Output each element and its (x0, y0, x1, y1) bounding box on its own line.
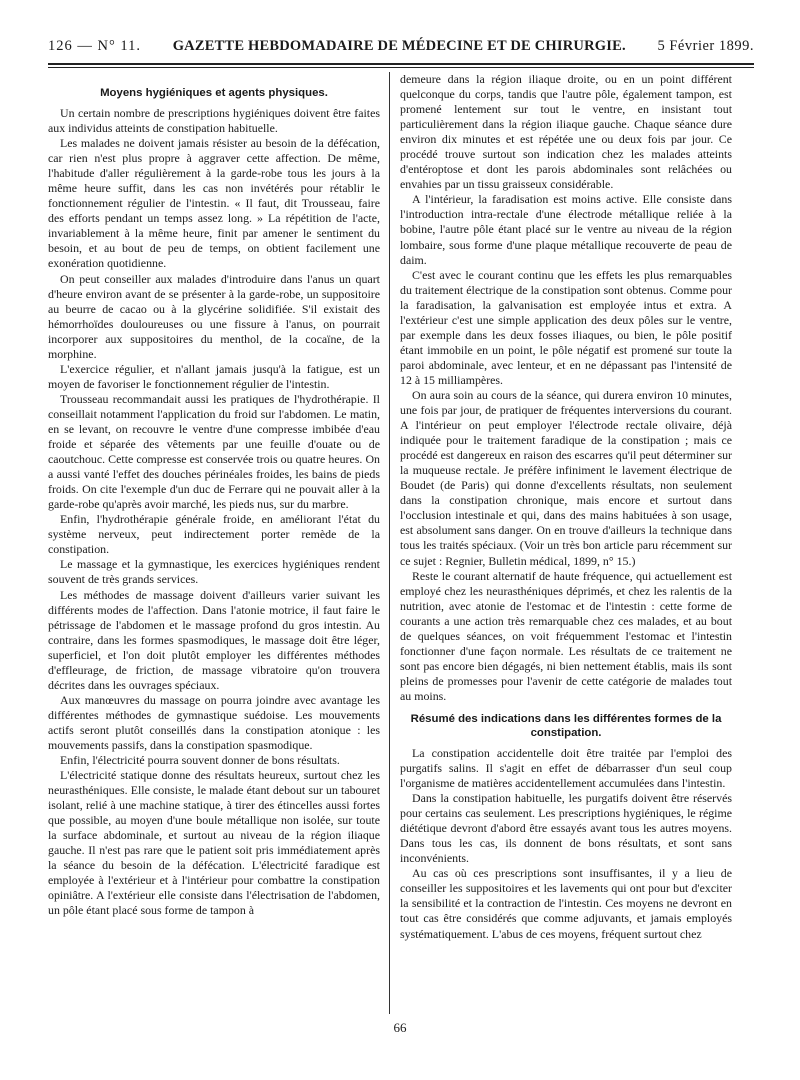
paragraph: Trousseau recommandait aussi les pratiques de l'hydrothérapie. Il conseillait notamment l'application du froid sur l'abdomen. Le matin, en se levant, on recouvre le ventre d'une compresse imbibée d'eau froide et séparée des vêtements par une feuille d'ouate ou de caoutchouc. Cette compresse est conservée trois ou quatre heures. On a aussi vanté l'effet des douches périnéales froides, les bains de pieds froids. On cite l'exemple d'un duc de Ferrare qui ne pouvait aller à la garde-robe qu'après avoir marché, les pieds nus, sur du marbre. (48, 391, 380, 512)
paragraph: demeure dans la région iliaque droite, ou en un point différent quelconque du corps, tandis que l'autre pôle, également tampon, est promené lentement sur tout le ventre, en insistant tout particulièrement dans la région iliaque gauche. Chaque séance dure environ dix minutes et est répétée une ou deux fois par jour. Ce procédé trouve surtout son indication chez les malades atteints d'entéroptose et dont les parois abdominales sont relâchées ou envahies par un tissu graisseux considérable. (400, 72, 732, 192)
paragraph: A l'intérieur, la faradisation est moins active. Elle consiste dans l'introduction intra-rectale d'une électrode métallique reliée à la bobine, l'autre pôle étant placé sur le ventre au niveau de la région lombaire, sous forme d'une plaque métallique recouverte de peau de daim. (400, 192, 732, 267)
journal-title: GAZETTE HEBDOMADAIRE DE MÉDECINE ET DE CHIRURGIE. (172, 38, 626, 54)
left-column (48, 72, 380, 1014)
column-divider (389, 72, 390, 1014)
journal-page (48, 38, 754, 1014)
paragraph: Enfin, l'électricité pourra souvent donner de bons résultats. (60, 753, 340, 768)
header-rule-thin (48, 67, 754, 68)
paragraph: Les méthodes de massage doivent d'ailleurs varier suivant les différents modes de l'affection. Dans l'atonie motrice, il faut faire le pétrissage de l'abdomen et le massage profond du gros intestin. Au contraire, dans les formes spasmodiques, le massage doit être léger, superficiel, et l'on doit plutôt employer les différentes méthodes d'effleurage, de friction, de massage vibratoire qu'on trouvera décrites dans les ouvrages spéciaux. (48, 587, 380, 692)
paragraph: L'exercice régulier, et n'allant jamais jusqu'à la fatigue, est un moyen de favoriser le fonctionnement régulier de l'intestin. (48, 361, 380, 391)
paragraph: Dans la constipation habituelle, les purgatifs doivent être réservés pour certains cas seulement. Les prescriptions hygiéniques, le régime diététique devront d'abord être essayés avant tous les autres moyens. Dans tous les cas, ils donnent de bons résultats, et sont sans inconvénients. (400, 791, 732, 866)
paragraph: L'électricité statique donne des résultats heureux, surtout chez les neurasthéniques. Elle consiste, le malade étant debout sur un tabouret isolant, relié à une machine statique, à tirer des étincelles aussi fortes que possible, au moyen d'une boule métallique non isolée, sur toute la surface abdominale, et surtout au niveau de la région iliaque gauche. Il n'est pas rare que le patient soit pris immédiatement après la séance du besoin de la défécation. L'électricité faradique est employée à l'extérieur et à l'intérieur pour combattre la constipation opiniâtre. A l'extérieur elle consiste dans l'électrisation de l'abdomen, un pôle étant placé sous forme de tampon à (48, 768, 380, 918)
header-rule-thick (48, 63, 754, 65)
paragraph: On aura soin au cours de la séance, qui durera environ 10 minutes, une fois par jour, de pratiquer de fréquentes interversions du courant. A l'intérieur on peut employer l'électrode rectale olivaire, déjà indiquée pour le traitement faradique de la constipation ; mais ce procédé est dangereux en raison des escarres qu'il peut déterminer sur la muqueuse rectale. Je préfère infiniment le lavement électrique de Boudet (de Paris) qui donne d'excellents résultats, non seulement dans la constipation chronique, mais encore et surtout dans l'occlusion intestinale et qui, dans des mains habituées à son usage, est absolument sans danger. On en trouve d'ailleurs la technique dans tous les traités spéciaux. (Voir un très bon article paru récemment sur ce sujet : Regnier, Bulletin médical, 1899, n° 15.) (400, 387, 732, 568)
paragraph: Un certain nombre de prescriptions hygiéniques doivent être faites aux individus atteints de constipation habituelle. (48, 106, 380, 136)
paragraph: Enfin, l'hydrothérapie générale froide, en améliorant l'état du système nerveux, peut indirectement porter remède de la constipation. (48, 512, 380, 557)
issue-date: 5 Février 1899. (657, 38, 754, 54)
paragraph: Les malades ne doivent jamais résister au besoin de la défécation, car rien n'est plus propre à aggraver cette affection. De même, l'habitude d'aller régulièrement à la garde-robe tous les jours à la même heure suffit, dans les cas non invétérés pour rétablir le fonctionnement régulier de l'intestin. « Il faut, dit Trousseau, faire des efforts pendant un temps assez long. » La répétition de l'acte, invariablement à la même heure, finit par amener le sentiment du besoin, et au bout de peu de temps, on obtient facilement une exonération quotidienne. (48, 136, 380, 271)
paragraph: Le massage et la gymnastique, les exercices hygiéniques rendent souvent de très grands services. (48, 557, 380, 587)
section-heading: Résumé des indications dans les différentes formes de la constipation. (410, 712, 722, 739)
paragraph: Reste le courant alternatif de haute fréquence, qui actuellement est employé chez les neurasthéniques déprimés, et chez les ralentis de la nutrition, avec atonie de l'estomac et de l'intestin : cette forme de courants a une action très remarquable chez ces malades, et au bout de quelques séances, on voit fréquemment l'estomac et l'intestin fonctionner d'une façon normale. Les résultats de ce traitement ne sont pas encore bien dégagés, ni bien nettement établis, mais ils sont pleins de promesses pour l'avenir de cette catégorie de malades tout au moins. (400, 568, 732, 703)
paragraph: On peut conseiller aux malades d'introduire dans l'anus un quart d'heure environ avant de se présenter à la garde-robe, un suppositoire au beurre de cacao ou à la glycérine solidifiée. S'il existait des hémorrhoïdes douloureuses ou une fissure à l'anus, on pourrait incorporer aux suppositoires du menthol, de la cocaïne, de la morphine. (48, 271, 380, 361)
paragraph: Aux manœuvres du massage on pourra joindre avec avantage les différentes méthodes de gymnastique suédoise. Les mouvements actifs seront plutôt conseillés dans la constipation atonique : les mouvements passifs, dans la constipation spasmodique. (48, 692, 380, 752)
paragraph: La constipation accidentelle doit être traitée par l'emploi des purgatifs salins. Il s'agit en effet de débarrasser d'un seul coup l'organisme de matières accidentellement accumulées dans l'intestin. (400, 745, 732, 791)
right-column (400, 72, 732, 1014)
section-heading: Moyens hygiéniques et agents physiques. (100, 87, 328, 99)
page-number: 66 (393, 1020, 407, 1035)
article-columns (48, 72, 754, 1014)
issue-number: 126 — N° 11. (48, 38, 141, 54)
running-header (48, 38, 754, 60)
paragraph: C'est avec le courant continu que les effets les plus remarquables du traitement électrique de la constipation sont obtenus. Comme pour la faradisation, la galvanisation est employée intus et extra. A l'extérieur c'est une simple application des deux pôles sur le ventre, par exemple dans les deux fosses iliaques, ou bien, le pôle positif étant immobile en un point, le pôle négatif est promené sur toute la paroi abdominale, avec lenteur, et en ne dépassant pas l'intensité de 12 à 15 milliampères. (400, 267, 732, 387)
paragraph: Au cas où ces prescriptions sont insuffisantes, il y a lieu de conseiller les suppositoires et les lavements qui ont pour but d'exciter la sensibilité et la contraction de l'intestin. Ces moyens ne devront en tout cas être considérés que comme adjuvants, et jamais employés systématiquement. L'abus de ces moyens, fréquent surtout chez (400, 866, 732, 941)
